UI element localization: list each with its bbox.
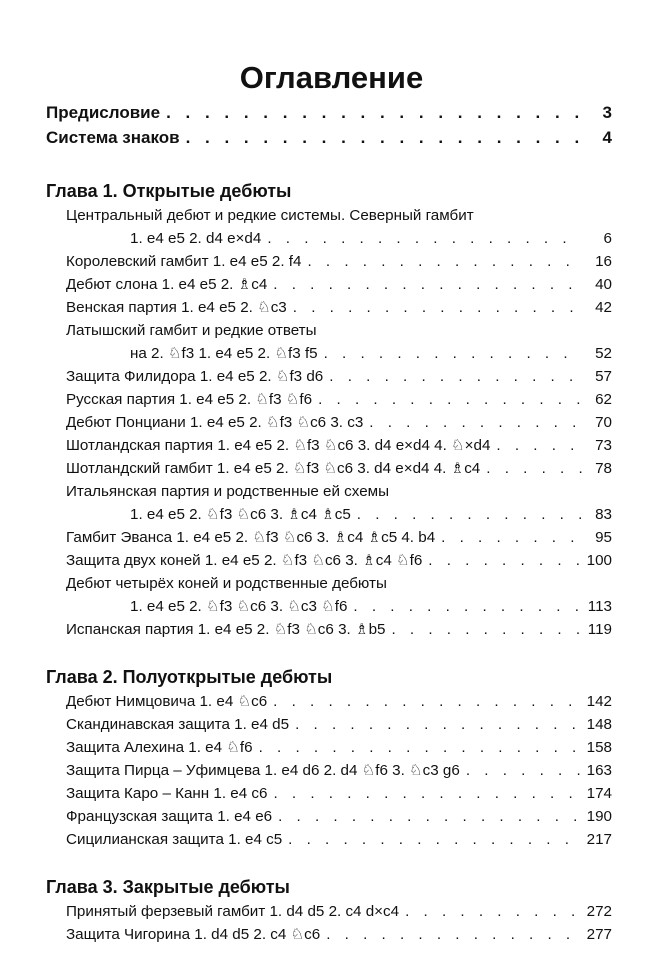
toc-entry-line1: Центральный дебют и редкие системы. Северный гамбит [66, 207, 474, 224]
toc-entry-label: Дебют слона 1. e4 e5 2. ♗c4 [66, 276, 268, 293]
toc-entry[interactable] [46, 411, 612, 434]
toc-entry-label: Защита Чигорина 1. d4 d5 2. c4 ♘c6 [66, 926, 321, 943]
leader-dots [324, 342, 582, 365]
toc-entry-label: на 2. ♘f3 1. e4 e5 2. ♘f3 f5 [130, 345, 318, 362]
toc-entry-label: Предисловие [46, 103, 161, 122]
leader-dots [318, 388, 582, 411]
toc-entry[interactable] [46, 782, 612, 805]
toc-page-number: 158 [586, 739, 612, 756]
toc-entry-label: 1. e4 e5 2. ♘f3 ♘c6 3. ♘c3 ♘f6 [130, 598, 348, 615]
toc-entry[interactable] [46, 526, 612, 549]
toc-entry-preface[interactable] [46, 100, 612, 125]
toc-entry[interactable] [46, 759, 612, 782]
leader-dots [273, 273, 582, 296]
toc-page-number: 190 [586, 808, 612, 825]
leader-dots [186, 125, 582, 150]
table-of-contents [46, 100, 612, 946]
toc-page-number: 70 [595, 414, 612, 431]
toc-page-number: 113 [587, 598, 612, 615]
toc-entry[interactable] [46, 595, 612, 618]
page-title: Оглавление [239, 60, 424, 95]
toc-entry[interactable] [46, 296, 612, 319]
toc-entry[interactable] [46, 365, 612, 388]
leader-dots [405, 900, 581, 923]
leader-dots [428, 549, 580, 572]
toc-entry-label: Сицилианская защита 1. e4 c5 [66, 831, 283, 848]
toc-entry[interactable] [46, 900, 612, 923]
toc-entry-label: Гамбит Эванса 1. e4 e5 2. ♘f3 ♘c6 3. ♗c4 ♗c5 4. b4 [66, 529, 436, 546]
toc-entry-line1: Латышский гамбит и редкие ответы [66, 322, 317, 339]
toc-entry-label: Система знаков [46, 128, 180, 147]
toc-entry-label: Дебют Понциани 1. e4 e5 2. ♘f3 ♘c6 3. c3 [66, 414, 364, 431]
chapter-heading: Глава 2. Полуоткрытые дебюты [46, 667, 333, 687]
toc-page-number: 217 [586, 831, 612, 848]
leader-dots [307, 250, 582, 273]
toc-entry-label: Скандинавская защита 1. e4 d5 [66, 716, 290, 733]
toc-page-number: 142 [586, 693, 612, 710]
toc-page-number: 6 [603, 230, 612, 247]
toc-page-number: 40 [595, 276, 612, 293]
toc-entry-line1: Дебют четырёх коней и родственные дебюты [66, 575, 387, 592]
leader-dots [369, 411, 582, 434]
toc-page-number: 119 [587, 621, 612, 638]
leader-dots [273, 690, 581, 713]
toc-entry-label: Защита Филидора 1. e4 e5 2. ♘f3 d6 [66, 368, 324, 385]
toc-entry-label: Защита двух коней 1. e4 e5 2. ♘f3 ♘c6 3. ♗c4 ♘f6 [66, 552, 423, 569]
toc-entry-label: 1. e4 e5 2. ♘f3 ♘c6 3. ♗c4 ♗c5 [130, 506, 351, 523]
leader-dots [496, 434, 582, 457]
toc-page-number: 83 [595, 506, 612, 523]
chapter-heading: Глава 1. Открытые дебюты [46, 181, 292, 201]
toc-entry-label: Королевский гамбит 1. e4 e5 2. f4 [66, 253, 302, 270]
leader-dots [267, 227, 582, 250]
toc-page-number: 52 [595, 345, 612, 362]
toc-page-number: 174 [586, 785, 612, 802]
leader-dots [293, 296, 582, 319]
toc-entry-label: Защита Пирца – Уфимцева 1. e4 d6 2. d4 ♘f6 3. ♘c3 g6 [66, 762, 460, 779]
toc-entry[interactable] [46, 736, 612, 759]
toc-entry-label: Русская партия 1. e4 e5 2. ♘f3 ♘f6 [66, 391, 313, 408]
toc-entry[interactable] [46, 690, 612, 713]
toc-page-number: 148 [586, 716, 612, 733]
toc-entry-label: Дебют Нимцовича 1. e4 ♘c6 [66, 693, 268, 710]
toc-page-number: 73 [595, 437, 612, 454]
toc-entry-label: 1. e4 e5 2. d4 e×d4 [130, 230, 262, 247]
toc-entry-label: Защита Каро – Канн 1. e4 c6 [66, 785, 268, 802]
leader-dots [288, 828, 581, 851]
toc-page-number: 16 [595, 253, 612, 270]
leader-dots [278, 805, 581, 828]
leader-dots [166, 100, 582, 125]
leader-dots [273, 782, 580, 805]
leader-dots [441, 526, 582, 549]
toc-entry[interactable] [46, 457, 612, 480]
toc-entry[interactable] [46, 549, 612, 572]
toc-entry[interactable] [46, 388, 612, 411]
toc-entry-label: Защита Алехина 1. e4 ♘f6 [66, 739, 253, 756]
toc-entry[interactable] [46, 250, 612, 273]
toc-entry-label: Принятый ферзевый гамбит 1. d4 d5 2. c4 d×c4 [66, 903, 400, 920]
leader-dots [357, 503, 582, 526]
leader-dots [329, 365, 582, 388]
toc-entry-notation[interactable] [46, 125, 612, 150]
toc-entry[interactable] [46, 503, 612, 526]
toc-entry[interactable] [46, 273, 612, 296]
toc-page-number: 100 [586, 552, 612, 569]
toc-entry-line1: Итальянская партия и родственные ей схемы [66, 483, 390, 500]
leader-dots [466, 759, 581, 782]
toc-entry[interactable] [46, 805, 612, 828]
leader-dots [391, 618, 581, 641]
toc-entry[interactable] [46, 342, 612, 365]
leader-dots [259, 736, 581, 759]
leader-dots [486, 457, 582, 480]
toc-page-number: 4 [602, 128, 612, 147]
toc-page-number: 277 [586, 926, 612, 943]
toc-page-number: 42 [595, 299, 612, 316]
toc-entry[interactable] [46, 618, 612, 641]
leader-dots [295, 713, 581, 736]
toc-page-number: 62 [595, 391, 612, 408]
toc-page-number: 57 [595, 368, 612, 385]
toc-entry[interactable] [46, 828, 612, 851]
toc-entry-label: Испанская партия 1. e4 e5 2. ♘f3 ♘c6 3. ♗b5 [66, 621, 386, 638]
toc-entry-label: Шотландская партия 1. e4 e5 2. ♘f3 ♘c6 3. d4 e×d4 4. ♘×d4 [66, 437, 491, 454]
toc-page-number: 272 [586, 903, 612, 920]
toc-entry[interactable] [46, 713, 612, 736]
toc-page-number: 78 [595, 460, 612, 477]
leader-dots [353, 595, 581, 618]
toc-entry-label: Французская защита 1. e4 e6 [66, 808, 273, 825]
chapter-heading: Глава 3. Закрытые дебюты [46, 877, 290, 897]
toc-page-number: 95 [595, 529, 612, 546]
toc-entry-label: Венская партия 1. e4 e5 2. ♘c3 [66, 299, 287, 316]
toc-entry[interactable] [46, 434, 612, 457]
toc-entry[interactable] [46, 923, 612, 946]
toc-page-number: 3 [602, 103, 612, 122]
leader-dots [326, 923, 580, 946]
toc-entry[interactable] [46, 227, 612, 250]
toc-page-number: 163 [586, 762, 612, 779]
toc-entry-label: Шотландский гамбит 1. e4 e5 2. ♘f3 ♘c6 3. d4 e×d4 4. ♗c4 [66, 460, 481, 477]
